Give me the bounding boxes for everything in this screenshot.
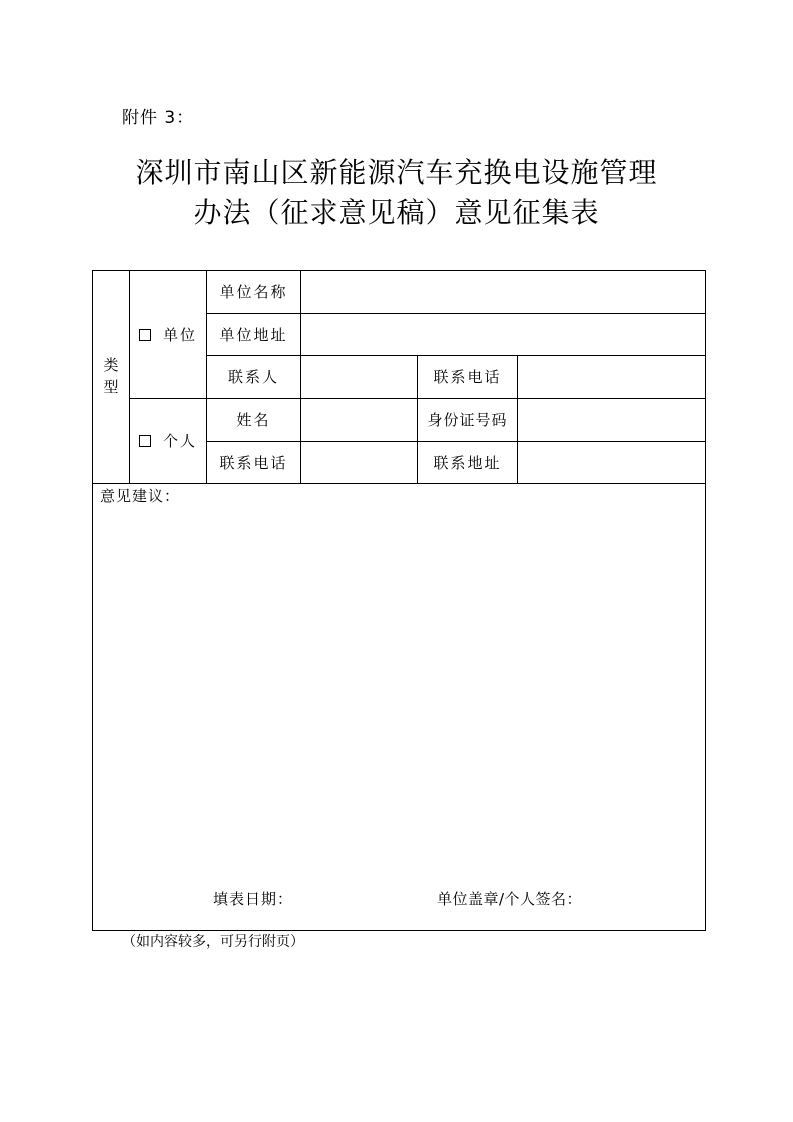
row-divider [92, 483, 706, 484]
unit-phone-label: 联系电话 [433, 368, 502, 386]
unit-name-label: 单位名称 [219, 283, 288, 301]
id-number-field[interactable] [518, 399, 706, 441]
unit-option[interactable] [130, 271, 206, 398]
individual-option-label: 个人 [162, 432, 197, 450]
unit-option-label: 单位 [162, 325, 197, 344]
type-label [92, 354, 130, 398]
form-title-line-1: 深圳市南山区新能源汽车充换电设施管理 [135, 156, 658, 189]
unit-phone-field[interactable] [518, 356, 706, 398]
type-label-char: 类 [103, 356, 119, 374]
unit-address-field[interactable] [301, 314, 706, 355]
fill-date-label: 填表日期： [213, 890, 294, 908]
type-label-char: 型 [103, 378, 119, 396]
opinions-label: 意见建议： [100, 487, 181, 505]
individual-name-field[interactable] [301, 399, 417, 441]
unit-address-label: 单位地址 [219, 325, 288, 344]
footer-note: （如内容较多，可另行附页） [122, 934, 304, 950]
form-title-line-2: 办法（征求意见稿）意见征集表 [193, 196, 600, 229]
id-number-label: 身份证号码 [427, 411, 508, 429]
opinions-field[interactable] [96, 508, 702, 878]
attachment-label: 附件 3： [122, 108, 195, 128]
contact-person-label: 联系人 [227, 368, 279, 386]
contact-person-field[interactable] [301, 356, 417, 398]
contact-address-label: 联系地址 [433, 453, 502, 472]
individual-option[interactable] [130, 399, 206, 483]
individual-checkbox[interactable] [139, 435, 151, 447]
unit-checkbox[interactable] [139, 329, 151, 341]
individual-phone-field[interactable] [301, 442, 417, 483]
signature-label: 单位盖章/个人签名： [437, 890, 583, 908]
unit-name-field[interactable] [301, 271, 706, 313]
contact-address-field[interactable] [518, 442, 706, 483]
individual-name-label: 姓名 [236, 411, 271, 429]
individual-phone-label: 联系电话 [219, 453, 288, 472]
